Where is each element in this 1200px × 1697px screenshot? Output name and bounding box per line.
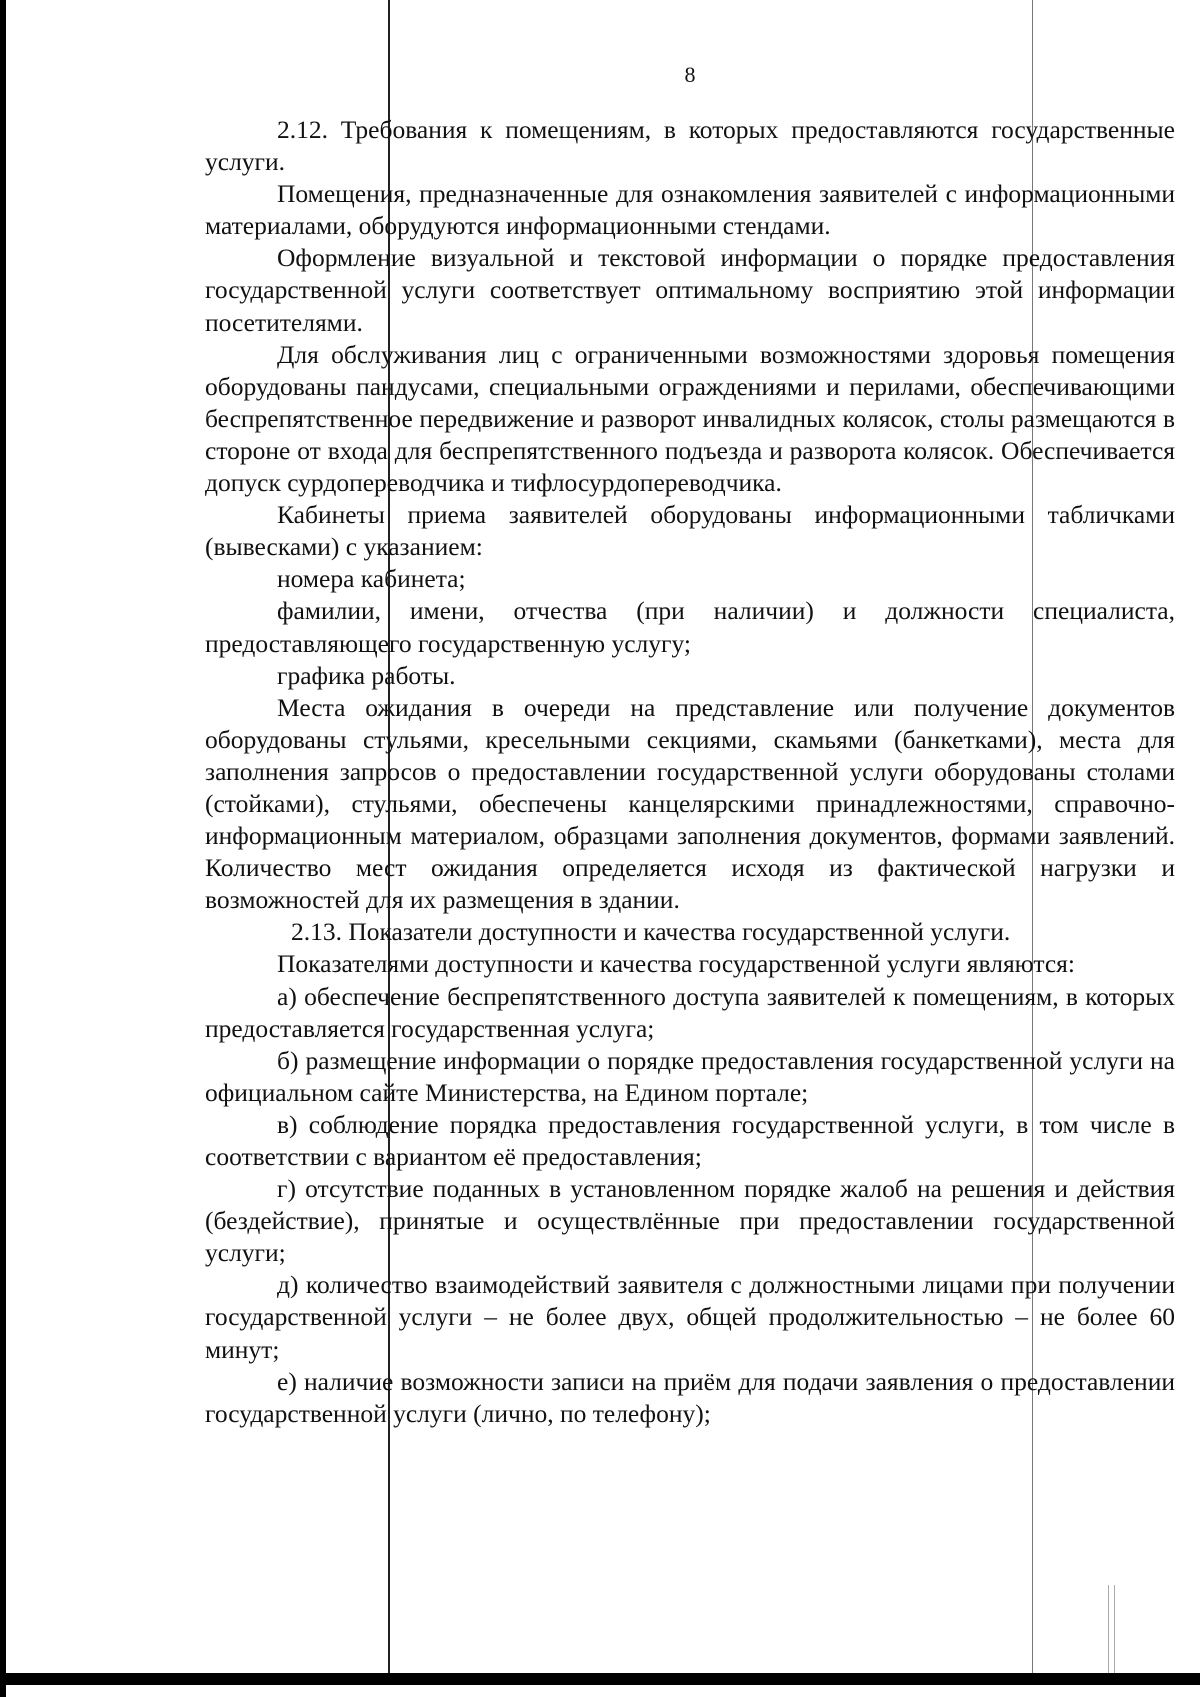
scan-bottom-border [0, 1673, 1200, 1685]
list-item: а) обеспечение беспрепятственного доступа заявителей к помещениям, в которых предоставляется государственная услуга; [205, 981, 1175, 1043]
list-item: г) отсутствие поданных в установленном порядке жалоб на решения и действия (бездействие), принятые и осуществлённые при предоставлении государственной услуги; [205, 1174, 1175, 1268]
paragraph: Места ожидания в очереди на представление или получение документов оборудованы стульями, кресельными секциями, скамьями (банкетками), места для заполнения запросов о предоставлении государственной услуги оборудованы столами (стойками), стульями, обеспечены канцелярскими принадлежностями, справочно-информационным материалом, образцами заполнения документов, формами заявлений. Количество мест ожидания определяется исходя из фактической нагрузки и возможностей для их размещения в здании. [205, 692, 1175, 915]
list-item: б) размещение информации о порядке предоставления государственной услуги на официальном сайте Министерства, на Едином портале; [205, 1045, 1175, 1107]
paragraph: 2.12. Требования к помещениям, в которых предоставляются государственные услуги. [205, 115, 1175, 177]
list-item: номера кабинета; [277, 564, 466, 594]
list-item: графика работы. [277, 660, 456, 690]
section-heading: 2.13. Показатели доступности и качества государственной услуги. [291, 917, 1011, 947]
paragraph: Помещения, предназначенные для ознакомления заявителей с информационными материалами, оборудуются информационными стендами. [205, 179, 1175, 241]
page-number: 8 [684, 62, 696, 87]
document-body [205, 114, 1175, 1430]
list-item: в) соблюдение порядка предоставления государственной услуги, в том числе в соответствии с вариантом её предоставления; [205, 1109, 1175, 1171]
list-item: е) наличие возможности записи на приём для подачи заявления о предоставлении государственной услуги (лично, по телефону); [205, 1366, 1175, 1428]
scan-left-border [0, 0, 6, 1697]
paragraph: Для обслуживания лиц с ограниченными возможностями здоровья помещения оборудованы пандусами, специальными ограждениями и перилами, обеспечивающими беспрепятственное передвижение и разворот инвалидных колясок, столы размещаются в стороне от входа для беспрепятственного подъезда и разворота колясок. Обеспечивается допуск сурдопереводчика и тифлосурдопереводчика. [205, 339, 1175, 498]
list-item: д) количество взаимодействий заявителя с должностными лицами при получении государственной услуги – не более двух, общей продолжительностью – не более 60 минут; [205, 1270, 1175, 1364]
paragraph: Кабинеты приема заявителей оборудованы информационными табличками (вывесками) с указанием: [205, 500, 1175, 562]
paragraph: Оформление визуальной и текстовой информации о порядке предоставления государственной услуги соответствует оптимальному восприятию этой информации посетителями. [205, 243, 1175, 337]
list-item: фамилии, имени, отчества (при наличии) и должности специалиста, предоставляющего государственную услугу; [205, 596, 1175, 658]
scan-artifact-line [1108, 1585, 1109, 1680]
scan-artifact-line [1114, 1585, 1115, 1680]
paragraph: Показателями доступности и качества государственной услуги являются: [277, 949, 1075, 979]
